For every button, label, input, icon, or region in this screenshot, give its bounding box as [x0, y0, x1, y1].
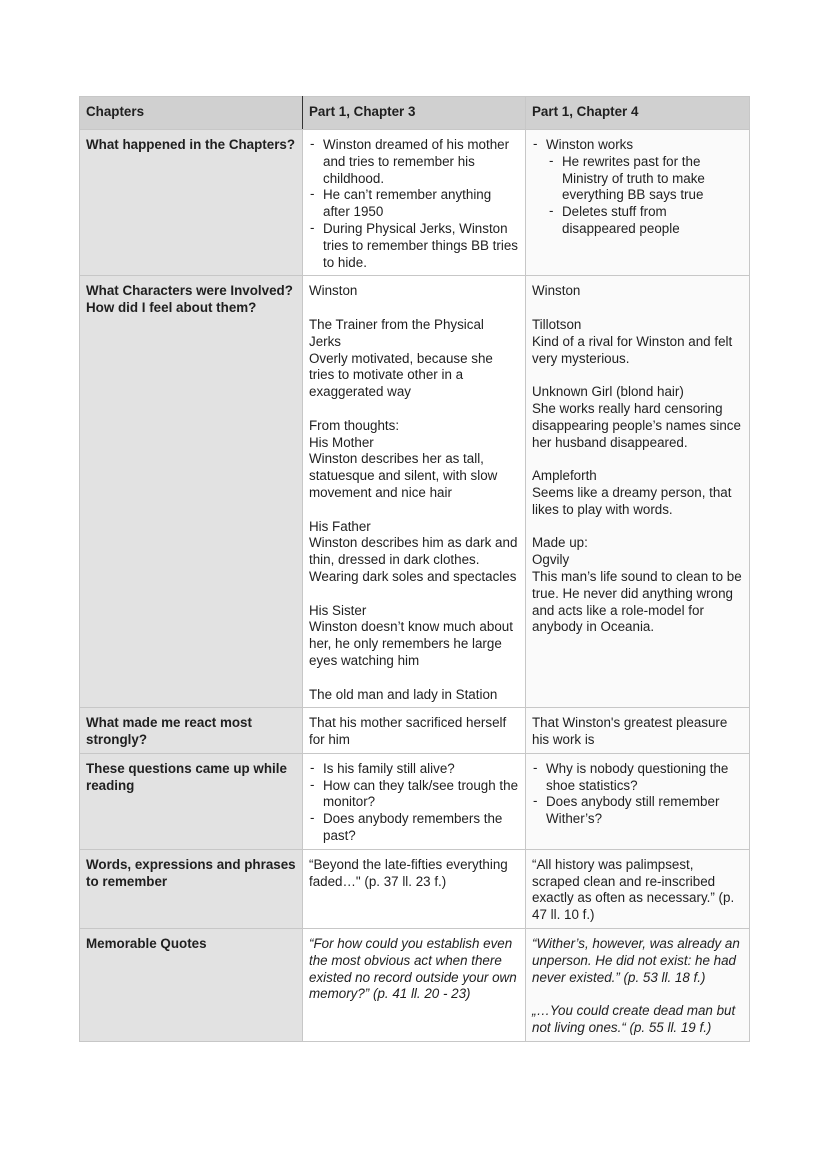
header-chapters: Chapters: [80, 97, 303, 130]
row-label-words: Words, expressions and phrases to remember: [80, 849, 303, 928]
row-react: [80, 708, 750, 754]
row-quotes: [80, 929, 750, 1042]
character-line: Winston describes him as dark and thin, dressed in dark clothes. Wearing dark soles and spectacles: [309, 535, 518, 584]
row-questions: [80, 753, 750, 849]
happened-ch4-list: [532, 137, 743, 238]
list-item: [532, 137, 743, 238]
row-label-questions: These questions came up while reading: [80, 753, 303, 849]
character-line: Tillotson: [532, 316, 582, 332]
character-line: Winston describes her as tall, statuesque and silent, with slow movement and nice hair: [309, 451, 498, 500]
character-line: Winston doesn’t know much about her, he only remembers he large eyes watching him: [309, 619, 513, 668]
character-line: She works really hard censoring disappearing people’s names since her husband disappeared.: [532, 400, 741, 450]
header-row: [80, 97, 750, 130]
list-item: - Does anybody remembers the past?: [309, 811, 519, 845]
row-characters: [80, 276, 750, 708]
row-words: [80, 849, 750, 928]
cell-questions-ch3: [303, 753, 526, 849]
character-line: Winston: [532, 283, 581, 299]
cell-words-ch4: “All history was palimpsest, scraped clean and re-inscribed exactly as often as necessary.” (p. 47 ll. 10 f.): [526, 849, 750, 928]
header-part1-chapter3: Part 1, Chapter 3: [303, 97, 526, 130]
row-label-quotes: Memorable Quotes: [80, 929, 303, 1042]
cell-react-ch3: That his mother sacrificed herself for him: [303, 708, 526, 754]
character-line: This man’s life sound to clean to be true. He never did anything wrong and acts like a role-model for anybody in Oceania.: [532, 568, 742, 635]
quote-line: „…You could create dead man but not living ones.“ (p. 55 ll. 19 f.): [532, 1003, 736, 1036]
list-item: - Why is nobody questioning the shoe statistics?: [532, 761, 743, 795]
row-label-react: What made me react most strongly?: [80, 708, 303, 754]
cell-react-ch4: That Winston's greatest pleasure his work is: [526, 708, 750, 754]
cell-happened-ch4: [526, 130, 750, 276]
character-line: His Father: [309, 518, 371, 534]
row-what-happened: [80, 130, 750, 276]
list-item: - He rewrites past for the Ministry of truth to make everything BB says true: [548, 154, 743, 204]
character-line: The Trainer from the Physical Jerks: [309, 316, 484, 349]
list-item-text: Winston works: [546, 137, 634, 152]
character-line: Ogvily: [532, 552, 570, 568]
row-label-characters: What Characters were Involved? How did I feel about them?: [80, 276, 303, 708]
character-line: Ampleforth: [532, 468, 597, 484]
happened-ch3-list: [309, 137, 519, 271]
happened-ch4-sublist: [548, 154, 743, 238]
character-line: Unknown Girl (blond hair): [532, 384, 684, 400]
row-label-what-happened: What happened in the Chapters?: [80, 130, 303, 276]
character-line: Made up:: [532, 535, 588, 551]
questions-ch4-list: [532, 761, 743, 828]
cell-quotes-ch3: “For how could you establish even the most obvious act when there existed no record outside your own memory?” (p. 41 ll. 20 - 23): [303, 929, 526, 1042]
questions-ch3-list: [309, 761, 519, 845]
list-item: - He can’t remember anything after 1950: [309, 187, 519, 221]
list-item: - Does anybody still remember Wither’s?: [532, 794, 743, 828]
character-line: Kind of a rival for Winston and felt very mysterious.: [532, 333, 733, 366]
cell-characters-ch3: [303, 276, 526, 708]
character-line: From thoughts:: [309, 417, 400, 433]
list-item: - Deletes stuff from disappeared people: [548, 204, 743, 238]
character-line: The old man and lady in Station: [309, 686, 498, 702]
cell-happened-ch3: [303, 130, 526, 276]
character-line: Seems like a dreamy person, that likes to play with words.: [532, 484, 732, 517]
cell-quotes-ch4: [526, 929, 750, 1042]
list-item: - Winston dreamed of his mother and tries to remember his childhood.: [309, 137, 519, 187]
character-line: Overly motivated, because she tries to motivate other in a exaggerated way: [309, 350, 493, 400]
list-item: - Is his family still alive?: [309, 761, 519, 778]
character-line: Winston: [309, 283, 358, 299]
cell-characters-ch4: [526, 276, 750, 708]
chapter-notes-table: [79, 96, 750, 1042]
cell-questions-ch4: [526, 753, 750, 849]
quote-line: “Wither’s, however, was already an unperson. He did not exist: he had never existed.” (p. 53 ll. 18 f.): [532, 936, 740, 985]
character-line: His Mother: [309, 434, 374, 450]
character-line: His Sister: [309, 602, 367, 618]
cell-words-ch3: “Beyond the late-fifties everything faded…" (p. 37 ll. 23 f.): [303, 849, 526, 928]
list-item: - How can they talk/see trough the monitor?: [309, 778, 519, 812]
list-item: - During Physical Jerks, Winston tries to remember things BB tries to hide.: [309, 221, 519, 271]
header-part1-chapter4: Part 1, Chapter 4: [526, 97, 750, 130]
